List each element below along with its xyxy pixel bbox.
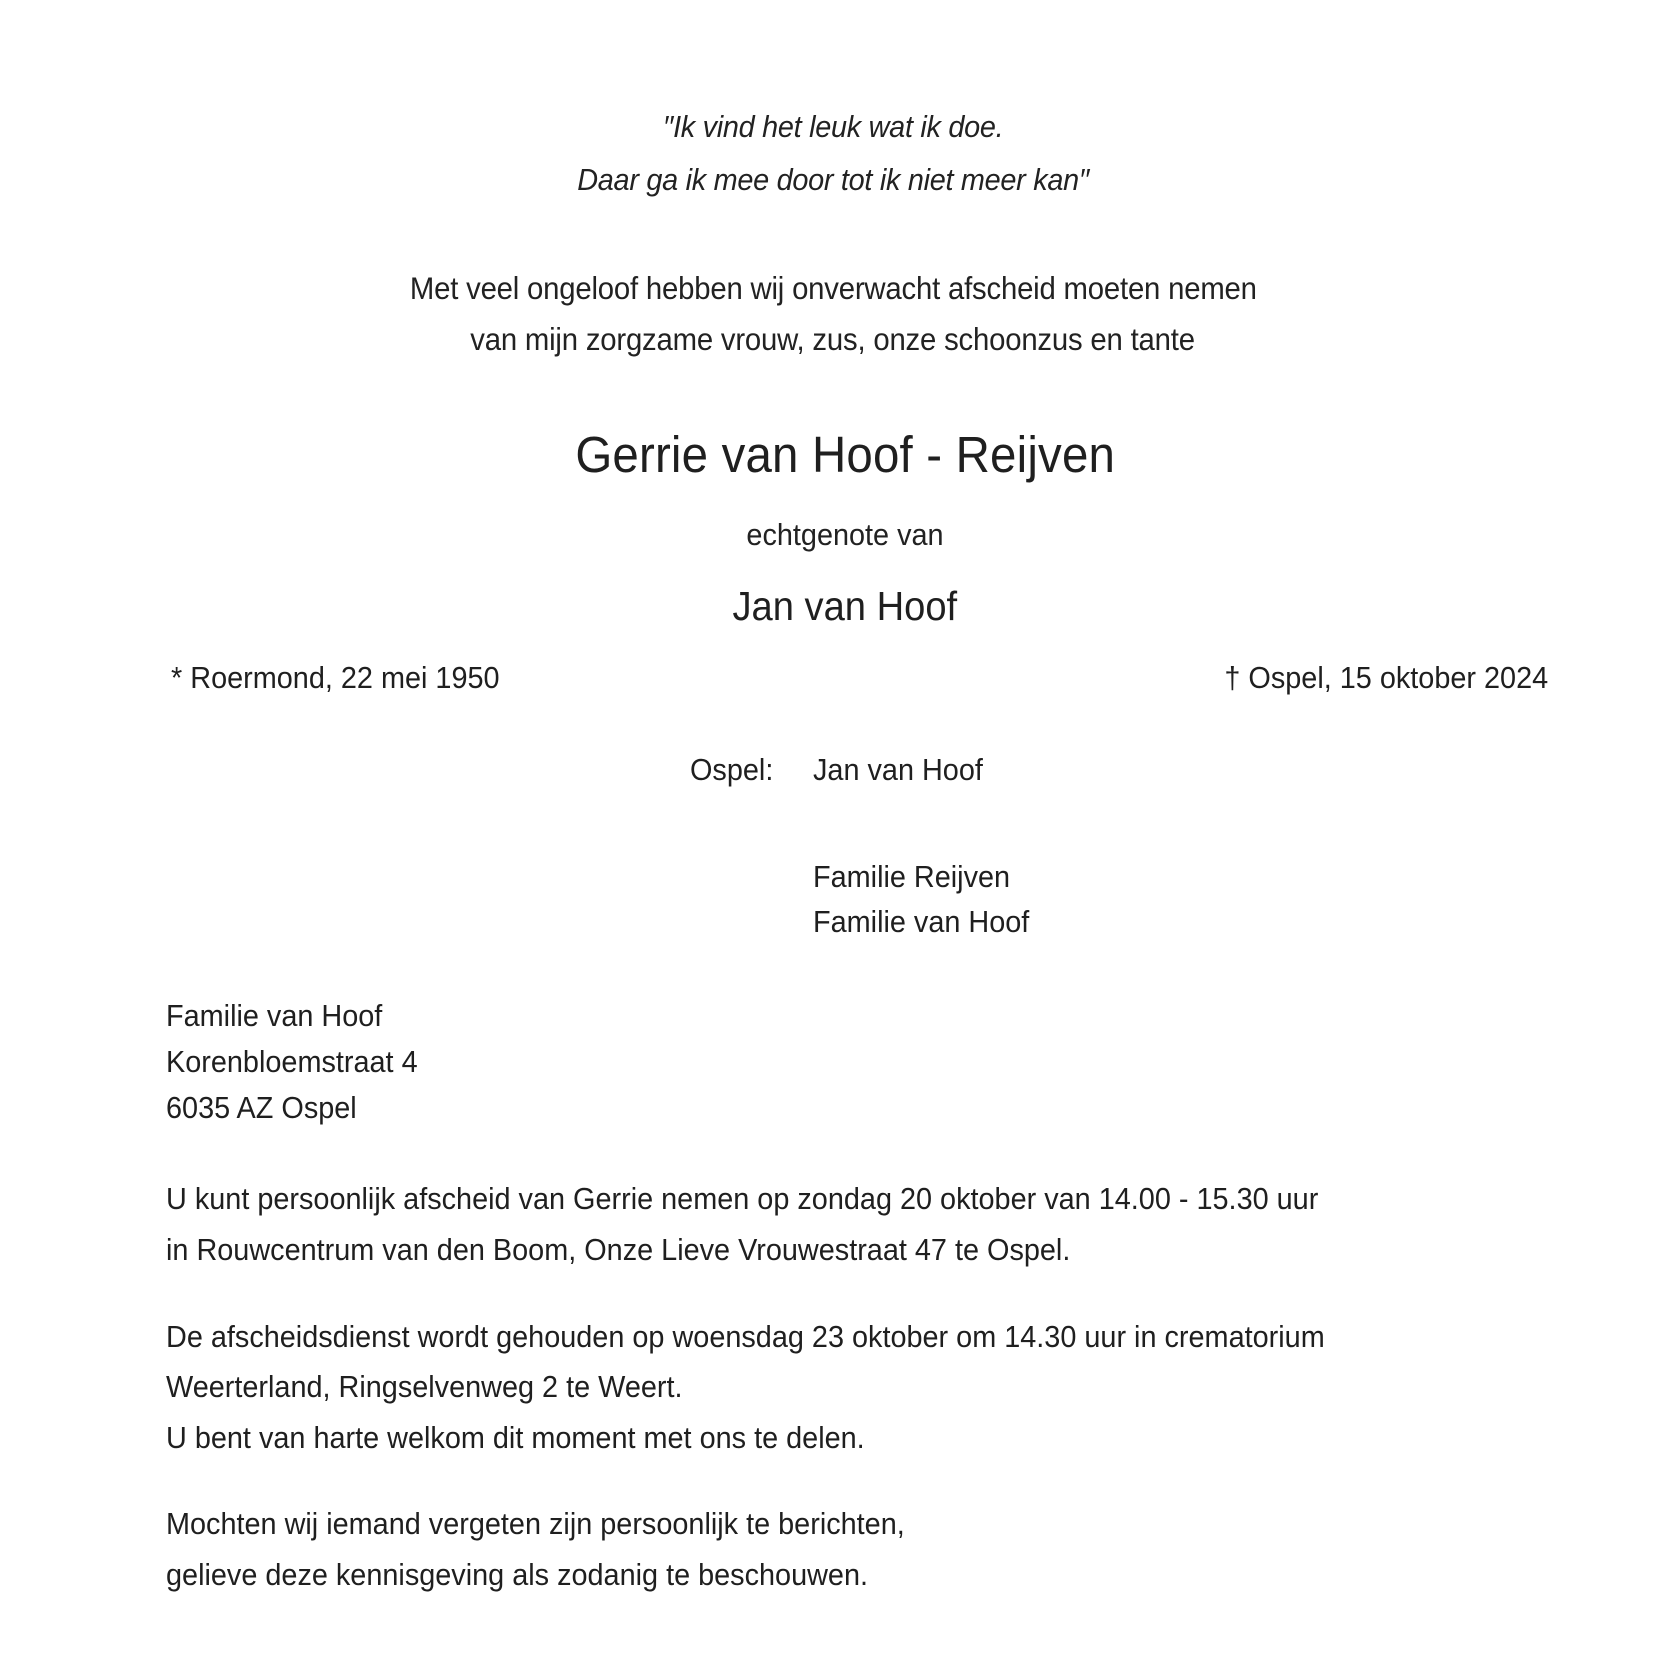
intro-text-2: van mijn zorgzame vrouw, zus, onze schoonzus en tante [470,321,1196,357]
service-line-2 [166,1371,721,1402]
intro-line-1 [0,270,1666,307]
closing-text-2: gelieve deze kennisgeving als zodanig te beschouwen. [166,1557,869,1592]
relation-label [12,517,1666,553]
mourner-family-2-text: Familie van Hoof [813,904,1030,939]
death-info [1200,662,1548,693]
quote-line-1 [0,109,1666,145]
quote-text-1: ′′Ik vind het leuk wat ik doe. [662,109,1004,144]
address-line-2 [166,1046,437,1077]
intro-text-1: Met veel ongeloof hebben wij onverwacht afscheid moeten nemen [409,270,1257,306]
visitation-text-2: in Rouwcentrum van den Boom, Onze Lieve Vrouwestraat 47 te Ospel. [166,1232,1071,1267]
mourner-location-label [690,754,780,785]
quote-text-2: Daar ga ik mee door tot ik niet meer kan′′ [577,162,1089,197]
closing-line-2 [166,1559,921,1590]
service-text-2: Weerterland, Ringselvenweg 2 te Weert. [166,1369,683,1404]
death-cross-icon: † [1224,660,1241,695]
mourner-spouse [813,754,996,785]
intro-line-2 [0,321,1666,358]
birth-info [171,662,524,693]
spouse-name-text: Jan van Hoof [732,583,958,629]
mourner-family-1 [813,861,1025,892]
service-text-3: U bent van harte welkom dit moment met ons te delen. [166,1420,865,1455]
closing-text-1: Mochten wij iemand vergeten zijn persoonlijk te berichten, [166,1506,905,1541]
mourner-family-2 [813,906,1046,937]
mourner-location-text: Ospel: [690,752,774,787]
deceased-name-text: Gerrie van Hoof - Reijven [575,426,1115,483]
death-text: Ospel, 15 oktober 2024 [1248,660,1548,695]
visitation-line-2 [166,1234,1138,1265]
mourner-spouse-text: Jan van Hoof [813,752,983,787]
deceased-name [12,425,1666,484]
quote-line-2 [0,162,1666,198]
visitation-line-1 [166,1183,1405,1214]
address-line-1-text: Familie van Hoof [166,998,383,1033]
service-line-3 [166,1422,917,1453]
service-text-1: De afscheidsdienst wordt gehouden op woensdag 23 oktober om 14.30 uur in crematorium [166,1319,1325,1354]
spouse-name [12,583,1666,630]
relation-label-text: echtgenote van [746,517,944,552]
mourner-family-1-text: Familie Reijven [813,859,1011,894]
visitation-text-1: U kunt persoonlijk afscheid van Gerrie nemen op zondag 20 oktober van 14.00 - 15.30 uur [166,1181,1319,1216]
address-line-3-text: 6035 AZ Ospel [166,1090,357,1125]
birth-star-icon: * [171,660,183,695]
closing-line-1 [166,1508,960,1539]
address-line-3 [166,1092,371,1123]
address-line-1 [166,1000,399,1031]
service-line-1 [166,1321,1412,1352]
birth-text: Roermond, 22 mei 1950 [190,660,500,695]
address-line-2-text: Korenbloemstraat 4 [166,1044,418,1079]
